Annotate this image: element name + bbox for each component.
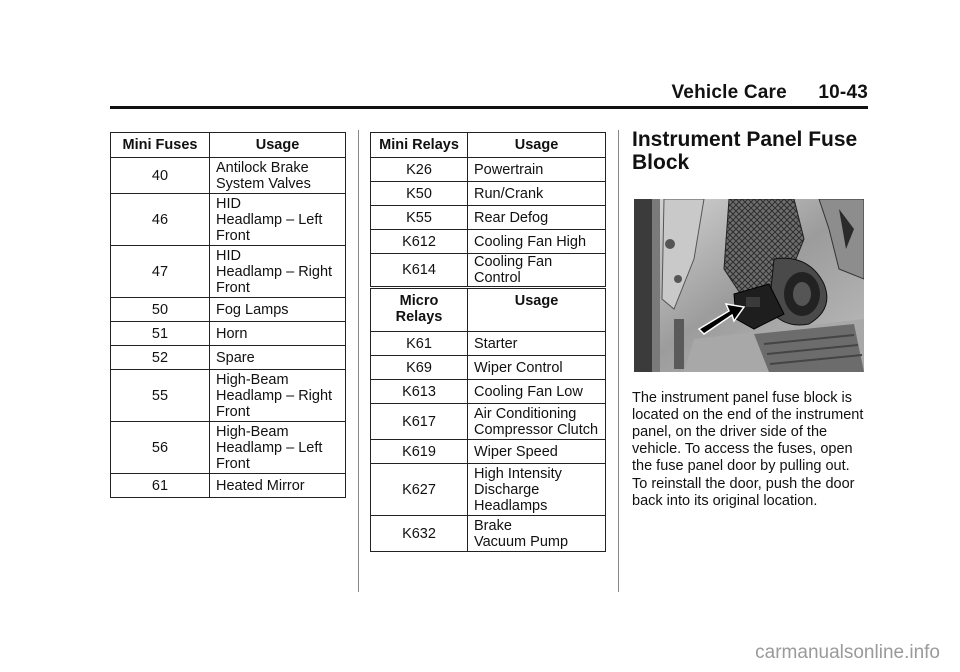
- page-number: 10-43: [818, 82, 868, 103]
- usage-line: Front: [216, 455, 250, 472]
- column-header: Mini Relays: [371, 133, 468, 158]
- table-row: [111, 346, 346, 370]
- table-row: [111, 370, 346, 422]
- usage-line: Front: [216, 279, 250, 296]
- table-row: [371, 206, 606, 230]
- usage-cell: [210, 322, 346, 346]
- table-row: [371, 464, 606, 516]
- section-title: Instrument Panel Fuse Block: [632, 128, 858, 174]
- usage-line: Vacuum Pump: [474, 533, 569, 550]
- fuse-id-cell: K26: [371, 158, 468, 182]
- column-header: Mini Fuses: [111, 133, 210, 158]
- usage-line: Powertrain: [474, 161, 544, 178]
- table-row: [111, 194, 346, 246]
- usage-cell: [210, 158, 346, 194]
- mini-relays-table: [370, 132, 606, 287]
- usage-cell: [210, 298, 346, 322]
- usage-cell: [468, 182, 606, 206]
- usage-line: Cooling Fan High: [474, 233, 587, 250]
- usage-line: Headlamp – Left: [216, 211, 323, 228]
- usage-line: Brake: [474, 517, 512, 534]
- usage-line: Antilock Brake: [216, 159, 309, 176]
- mini-fuses-table: [110, 132, 346, 498]
- usage-cell: [210, 370, 346, 422]
- usage-line: Discharge: [474, 481, 540, 498]
- usage-cell: [468, 464, 606, 516]
- usage-line: HID: [216, 195, 241, 212]
- table-row: [371, 380, 606, 404]
- table-row: [371, 440, 606, 464]
- usage-line: Starter: [474, 335, 518, 352]
- table-row: [111, 474, 346, 498]
- usage-cell: [468, 230, 606, 254]
- usage-line: System Valves: [216, 175, 311, 192]
- usage-line: Headlamp – Right: [216, 387, 333, 404]
- fuse-id-cell: K55: [371, 206, 468, 230]
- table-row: [371, 230, 606, 254]
- fuse-id-cell: 55: [111, 370, 210, 422]
- fuse-id-cell: K613: [371, 380, 468, 404]
- usage-cell: [468, 332, 606, 356]
- usage-line: Cooling Fan Control: [474, 254, 553, 286]
- column-header: Usage: [210, 133, 346, 158]
- usage-cell: [468, 206, 606, 230]
- usage-line: Horn: [216, 325, 248, 342]
- usage-cell: [210, 346, 346, 370]
- usage-line: Wiper Speed: [474, 443, 558, 460]
- usage-line: Compressor Clutch: [474, 421, 599, 438]
- table-row: [371, 158, 606, 182]
- usage-line: Headlamps: [474, 497, 548, 514]
- column-header: Micro Relays: [371, 289, 468, 332]
- usage-cell: [210, 422, 346, 474]
- usage-line: Fog Lamps: [216, 301, 289, 318]
- fuse-id-cell: 52: [111, 346, 210, 370]
- usage-cell: [468, 158, 606, 182]
- body-paragraph: To reinstall the door, push the door back into its original location.: [632, 476, 855, 509]
- table-row: [371, 356, 606, 380]
- table-row: [111, 298, 346, 322]
- body-paragraph: The instrument panel fuse block is located on the end of the instrument panel, on the driver side of the vehicle. To access the fuses, open the fuse panel door by pulling out.: [632, 390, 864, 474]
- section-name: Vehicle Care: [671, 82, 787, 103]
- table-row: [371, 516, 606, 552]
- usage-line: Front: [216, 227, 250, 244]
- fuse-block-location-photo: [634, 199, 864, 372]
- table-row: [371, 254, 606, 287]
- fuse-id-cell: K614: [371, 254, 468, 287]
- usage-line: HID: [216, 247, 241, 264]
- watermark: carmanualsonline.info: [755, 642, 940, 663]
- usage-line: High Intensity: [474, 465, 562, 482]
- fuse-id-cell: K632: [371, 516, 468, 552]
- usage-line: Wiper Control: [474, 359, 563, 376]
- usage-line: High-Beam: [216, 371, 289, 388]
- usage-cell: [468, 516, 606, 552]
- fuse-id-cell: K69: [371, 356, 468, 380]
- usage-line: Front: [216, 403, 250, 420]
- fuse-id-cell: K612: [371, 230, 468, 254]
- usage-line: Run/Crank: [474, 185, 544, 202]
- usage-cell: [468, 356, 606, 380]
- table-row: [111, 158, 346, 194]
- fuse-id-cell: 40: [111, 158, 210, 194]
- page-header: [671, 82, 868, 104]
- usage-cell: [468, 380, 606, 404]
- usage-line: Headlamp – Left: [216, 439, 323, 456]
- table-row: [111, 422, 346, 474]
- fuse-id-cell: 50: [111, 298, 210, 322]
- usage-line: Spare: [216, 349, 255, 366]
- table-row: [371, 332, 606, 356]
- usage-line: Rear Defog: [474, 209, 549, 226]
- fuse-id-cell: K627: [371, 464, 468, 516]
- usage-cell: [210, 246, 346, 298]
- usage-line: Heated Mirror: [216, 477, 305, 494]
- usage-line: Headlamp – Right: [216, 263, 333, 280]
- usage-cell: [468, 404, 606, 440]
- fuse-id-cell: 46: [111, 194, 210, 246]
- table-row: [371, 404, 606, 440]
- micro-relays-table: [370, 288, 606, 552]
- usage-line: Cooling Fan Low: [474, 383, 583, 400]
- column-header: Usage: [468, 133, 606, 158]
- usage-cell: [210, 194, 346, 246]
- table-row: [111, 246, 346, 298]
- fuse-id-cell: 56: [111, 422, 210, 474]
- usage-cell: [210, 474, 346, 498]
- table-row: [111, 322, 346, 346]
- usage-cell: [468, 254, 606, 287]
- fuse-id-cell: 47: [111, 246, 210, 298]
- usage-line: High-Beam: [216, 423, 289, 440]
- fuse-id-cell: K61: [371, 332, 468, 356]
- fuse-id-cell: K50: [371, 182, 468, 206]
- fuse-id-cell: K619: [371, 440, 468, 464]
- column-divider: [618, 130, 619, 592]
- fuse-id-cell: 61: [111, 474, 210, 498]
- usage-line: Air Conditioning: [474, 405, 577, 422]
- usage-cell: [468, 440, 606, 464]
- column-divider: [358, 130, 359, 592]
- fuse-id-cell: 51: [111, 322, 210, 346]
- header-rule: [110, 106, 868, 109]
- table-row: [371, 182, 606, 206]
- fuse-id-cell: K617: [371, 404, 468, 440]
- column-header: Usage: [468, 289, 606, 332]
